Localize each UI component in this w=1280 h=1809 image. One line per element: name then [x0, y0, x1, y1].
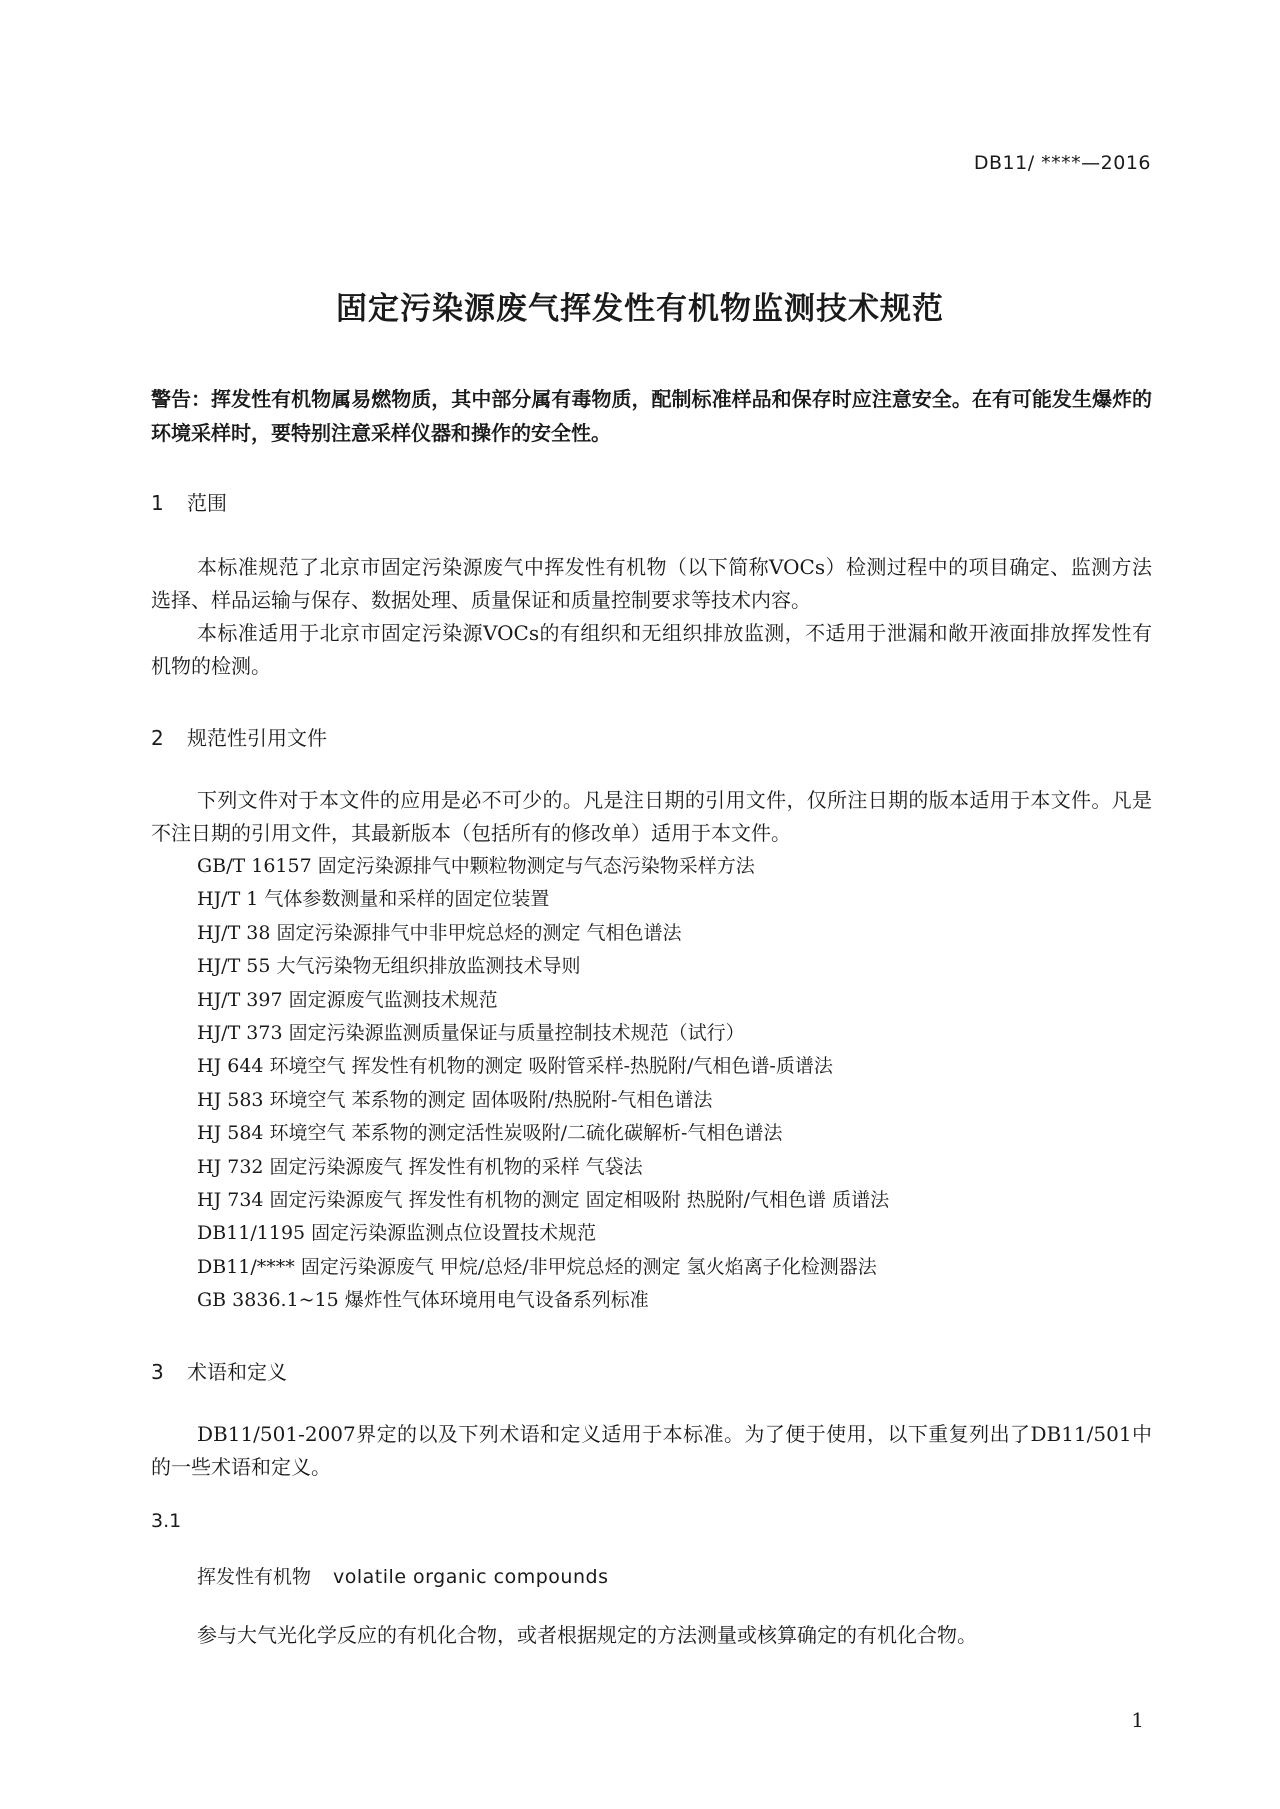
- term-english: volatile organic compounds: [333, 1566, 609, 1588]
- term-chinese: 挥发性有机物: [197, 1566, 312, 1588]
- reference-item: HJ/T 38 固定污染源排气中非甲烷总烃的测定 气相色谱法: [197, 921, 682, 944]
- section-3-paragraph: DB11/501-2007界定的以及下列术语和定义适用于本标准。为了便于使用，以下重复列出了DB11/501中的一些术语和定义。: [151, 1422, 1152, 1479]
- reference-item: HJ/T 373 固定污染源监测质量保证与质量控制技术规范（试行）: [197, 1021, 745, 1044]
- reference-item: HJ 732 固定污染源废气 挥发性有机物的采样 气袋法: [197, 1155, 643, 1178]
- reference-item: HJ 734 固定污染源废气 挥发性有机物的测定 固定相吸附 热脱附/气相色谱 质谱法: [197, 1188, 890, 1211]
- page-title: 固定污染源废气挥发性有机物监测技术规范: [336, 291, 944, 327]
- reference-item: GB/T 16157 固定污染源排气中颗粒物测定与气态污染物采样方法: [197, 855, 755, 877]
- section-1-heading: [151, 487, 227, 516]
- reference-item: DB11/**** 固定污染源废气 甲烷/总烃/非甲烷总烃的测定 氢火焰离子化检测器法: [197, 1255, 877, 1278]
- page-number: 1: [1131, 1708, 1144, 1732]
- reference-item: HJ/T 1 气体参数测量和采样的固定位装置: [197, 888, 550, 911]
- reference-item: HJ 584 环境空气 苯系物的测定活性炭吸附/二硫化碳解析-气相色谱法: [197, 1122, 783, 1145]
- section-2-heading: [151, 722, 327, 751]
- section-3-heading: [151, 1356, 287, 1385]
- reference-item: HJ 583 环境空气 苯系物的测定 固体吸附/热脱附-气相色谱法: [197, 1088, 713, 1111]
- reference-item: HJ/T 397 固定源废气监测技术规范: [197, 988, 498, 1011]
- section-number: 2: [151, 726, 164, 750]
- section-1-paragraph: 本标准适用于北京市固定污染源VOCs的有组织和无组织排放监测，不适用于泄漏和敞开液面排放挥发性有机物的检测。: [151, 621, 1152, 678]
- normative-references-list: [197, 850, 1152, 1317]
- term-entry: [197, 1562, 608, 1589]
- section-2-paragraph: 下列文件对于本文件的应用是必不可少的。凡是注日期的引用文件，仅所注日期的版本适用于本文件。凡是不注日期的引用文件，其最新版本（包括所有的修改单）适用于本文件。: [151, 788, 1152, 845]
- section-number: 1: [151, 491, 164, 515]
- section-number: 3: [151, 1360, 164, 1384]
- subclause-number: 3.1: [151, 1510, 182, 1532]
- safety-warning: 警告：挥发性有机物属易燃物质，其中部分属有毒物质，配制标准样品和保存时应注意安全。在有可能发生爆炸的环境采样时，要特别注意采样仪器和操作的安全性。: [151, 387, 1152, 445]
- reference-item: DB11/1195 固定污染源监测点位设置技术规范: [197, 1222, 597, 1245]
- document-code: DB11/ ****—2016: [973, 152, 1151, 174]
- reference-item: GB 3836.1~15 爆炸性气体环境用电气设备系列标准: [197, 1289, 649, 1312]
- section-1-paragraph: 本标准规范了北京市固定污染源废气中挥发性有机物（以下简称VOCs）检测过程中的项目确定、监测方法选择、样品运输与保存、数据处理、质量保证和质量控制要求等技术内容。: [151, 555, 1152, 612]
- section-title: 术语和定义: [187, 1360, 287, 1384]
- reference-item: HJ 644 环境空气 挥发性有机物的测定 吸附管采样-热脱附/气相色谱-质谱法: [197, 1055, 833, 1078]
- section-title: 规范性引用文件: [187, 726, 327, 750]
- term-definition: 参与大气光化学反应的有机化合物，或者根据规定的方法测量或核算确定的有机化合物。: [197, 1623, 977, 1647]
- section-title: 范围: [187, 491, 227, 515]
- reference-item: HJ/T 55 大气污染物无组织排放监测技术导则: [197, 955, 581, 978]
